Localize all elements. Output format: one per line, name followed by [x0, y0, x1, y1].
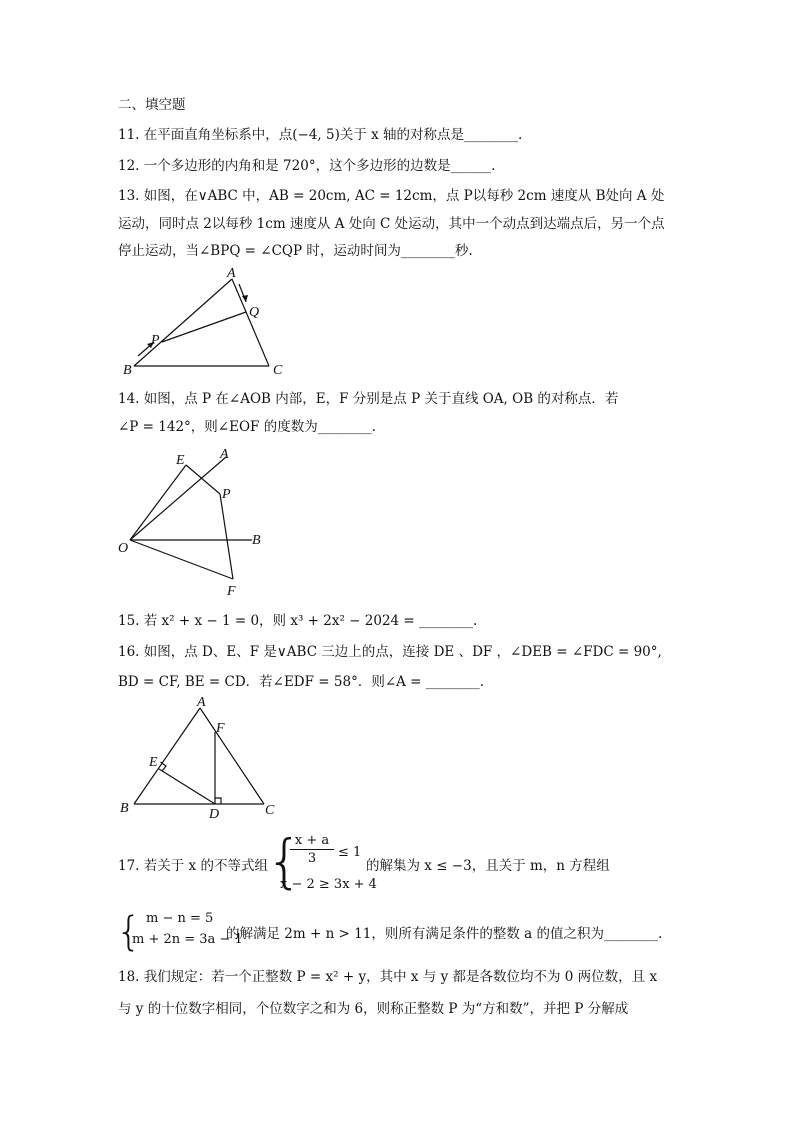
side-ac: [232, 279, 269, 366]
label-a: A: [227, 266, 236, 281]
figure-14: [114, 442, 274, 600]
inequality-2: x − 2 ≥ 3x + 4: [280, 877, 377, 892]
label-a: A: [197, 696, 206, 710]
side-ac: [200, 708, 264, 804]
label-b: B: [252, 533, 261, 548]
right-angle-d: [215, 798, 221, 804]
question-15: 15. 若 x² + x − 1 = 0，则 x³ + 2x² − 2024 = ________.: [118, 613, 478, 629]
fraction-denominator: 3: [307, 851, 317, 866]
label-c: C: [265, 803, 275, 818]
fraction: [290, 833, 334, 866]
question-18-line-1: 18. 我们规定：若一个正整数 P = x² + y，其中 x 与 y 都是各数位均不为 0 两位数，且 x: [118, 969, 658, 985]
label-b: B: [123, 363, 132, 378]
label-d: D: [209, 807, 220, 822]
label-f: F: [216, 721, 225, 736]
equation-2: m + 2n = 3a − 1: [132, 932, 243, 947]
segment-pf: [220, 494, 233, 579]
label-p: P: [222, 487, 231, 502]
question-13-line-2: 运动，同时点 2以每秒 1cm 速度从 A 处向 C 处运动，其中一个动点到达端点后，另一个点: [118, 216, 665, 232]
segment-ep: [186, 465, 220, 494]
question-11: 11. 在平面直角坐标系中，点(−4, 5)关于 x 轴的对称点是________.: [118, 127, 523, 143]
question-18-line-2: 与 y 的十位数字相同，个位数字之和为 6，则称正整数 P 为“方和数”，并把 P 分解成: [118, 1001, 629, 1017]
label-f: F: [227, 584, 236, 599]
side-ab: [134, 708, 200, 804]
section-title: 二、填空题: [118, 97, 186, 113]
label-p: P: [151, 333, 160, 348]
system-brace: {: [266, 827, 303, 895]
figure-16: [114, 696, 284, 822]
question-17-mid: 的解集为 x ≤ −3，且关于 m，n 方程组: [366, 858, 610, 874]
question-17-tail: 的解满足 2m + n > 11，则所有满足条件的整数 a 的值之积为________.: [226, 926, 663, 942]
label-a: A: [220, 447, 229, 462]
question-14-line-2: ∠P = 142°，则∠EOF 的度数为________.: [118, 419, 376, 435]
label-o: O: [118, 541, 129, 556]
question-16-line-2: BD = CF, BE = CD．若∠EDF = 58°．则∠A = ________.: [118, 674, 485, 690]
label-c: C: [273, 363, 283, 378]
question-14-line-1: 14. 如图，点 P 在∠AOB 内部，E，F 分别是点 P 关于直线 OA, OB 的对称点．若: [118, 391, 619, 407]
inequality-1-rest: ≤ 1: [338, 845, 362, 860]
question-13-line-1: 13. 如图，在∨ABC 中，AB = 20cm, AC = 12cm，点 P以每秒 2cm 速度从 B处向 A 处: [118, 188, 665, 204]
figure-13: [118, 266, 298, 378]
label-e: E: [149, 755, 158, 770]
question-17-prefix: 17. 若关于 x 的不等式组: [118, 858, 268, 874]
label-b: B: [120, 801, 129, 816]
equation-1: m − n = 5: [146, 911, 214, 926]
label-q: Q: [249, 305, 260, 320]
label-e: E: [176, 453, 185, 468]
segment-de: [159, 769, 215, 804]
segment-of: [130, 540, 233, 579]
question-16-line-1: 16. 如图，点 D、E、F 是∨ABC 三边上的点，连接 DE 、DF ，∠DEB = ∠FDC = 90°,: [118, 644, 662, 660]
ray-oa: [130, 457, 226, 540]
question-12: 12. 一个多边形的内角和是 720°，这个多边形的边数是______.: [118, 158, 496, 174]
question-13-line-3: 停止运动，当∠BPQ = ∠CQP 时，运动时间为________秒.: [118, 243, 473, 259]
fraction-numerator: x + a: [294, 833, 330, 848]
segment-oe: [130, 465, 186, 540]
equation-brace: {: [116, 909, 142, 955]
segment-pq: [162, 312, 246, 342]
